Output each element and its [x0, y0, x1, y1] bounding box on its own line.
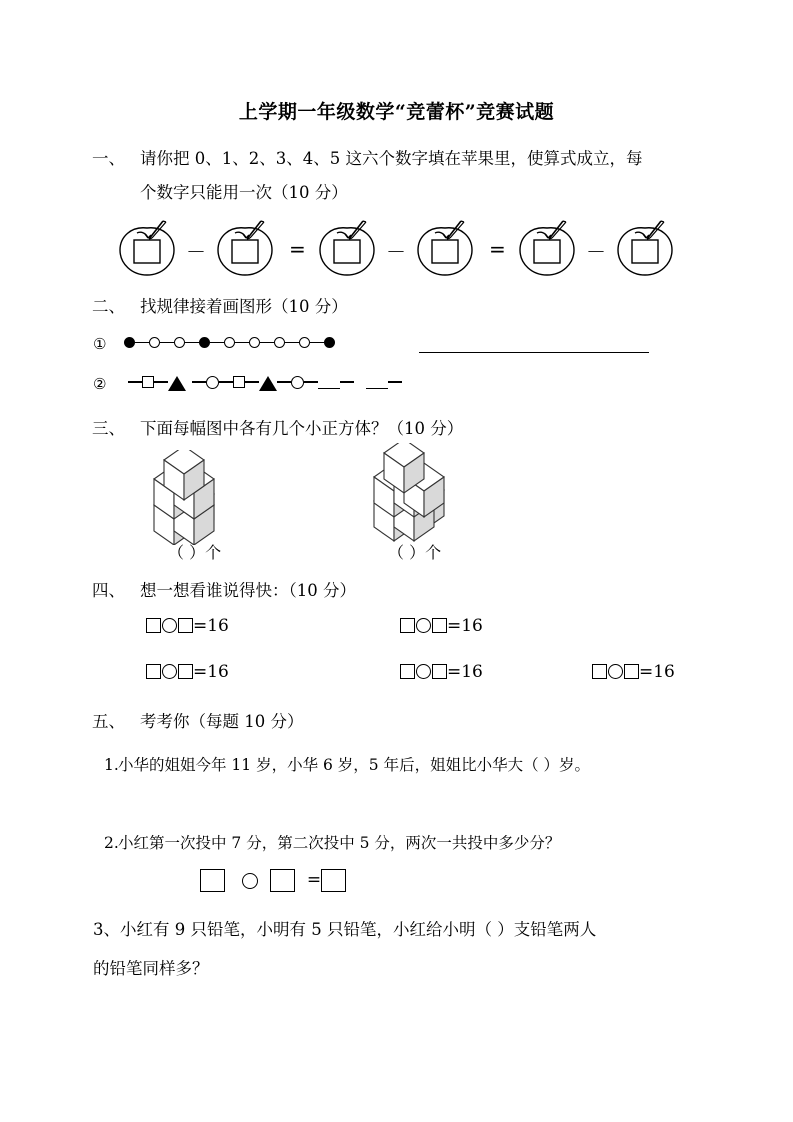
problem-2-text: 小红第一次投中 7 分，第二次投中 5 分，两次一共投中多少分？ — [118, 834, 561, 852]
apple-box-1[interactable] — [115, 217, 179, 279]
operator-minus-3: － — [586, 240, 606, 264]
section-1-marker: 一、 — [92, 149, 125, 168]
problem-1-text: 小华的姐姐今年 11 岁，小华 6 岁，5 年后，姐姐比小华大（ ）岁。 — [118, 756, 591, 774]
answer-equals-sign: = — [306, 870, 322, 890]
pattern-dash — [340, 381, 354, 383]
equation-square-right[interactable] — [432, 618, 447, 633]
pattern-dot-open — [174, 337, 185, 348]
pattern-dash — [304, 381, 318, 383]
equation-circle-op[interactable] — [608, 664, 623, 679]
pattern-link — [135, 342, 149, 344]
pattern-dot-filled — [124, 337, 135, 348]
equation-result: =16 — [193, 616, 229, 636]
problem-2-answer-row[interactable] — [200, 869, 346, 892]
pattern-dot-open — [274, 337, 285, 348]
pattern-dot-filled — [324, 337, 335, 348]
equation-result: =16 — [447, 616, 483, 636]
answer-square-result[interactable] — [321, 869, 346, 892]
section-3-marker: 三、 — [92, 419, 125, 438]
equation-circle-op[interactable] — [416, 664, 431, 679]
page-title: 上学期一年级数学“竞蕾杯”竞赛试题 — [238, 101, 555, 123]
equation-5[interactable] — [592, 661, 675, 683]
pattern-dash — [192, 381, 206, 383]
operator-equals-1: = — [289, 237, 306, 261]
equation-1[interactable] — [146, 615, 229, 637]
pattern-dash — [219, 381, 233, 383]
equation-square-right[interactable] — [178, 664, 193, 679]
equation-3[interactable] — [146, 661, 229, 683]
pattern-item-number-1: ① — [93, 335, 107, 353]
apple-box-3[interactable] — [315, 217, 379, 279]
section-1-line-2: 个数字只能用一次（10 分） — [140, 183, 348, 202]
equation-4[interactable] — [400, 661, 483, 683]
problem-3-line-1: 小红有 9 只铅笔，小明有 5 只铅笔，小红给小明（ ）支铅笔两人 — [120, 920, 597, 939]
pattern-dot-filled — [199, 337, 210, 348]
pattern-sequence-1 — [124, 332, 335, 358]
problem-2-number: 2. — [104, 834, 119, 852]
section-3-line-1: 下面每幅图中各有几个小正方体？（10 分） — [140, 419, 464, 438]
equation-square-left[interactable] — [146, 618, 161, 633]
pattern-square — [233, 376, 245, 388]
cube-figure-1 — [148, 450, 258, 549]
equation-result: =16 — [639, 662, 675, 682]
operator-equals-2: = — [489, 237, 506, 261]
pattern-circle — [291, 376, 304, 389]
answer-circle-op[interactable] — [242, 873, 258, 889]
section-4-line-1: 想一想看谁说得快：（10 分） — [140, 581, 356, 600]
section-5-marker: 五、 — [92, 712, 125, 731]
equation-result: =16 — [193, 662, 229, 682]
pattern-item-number-2: ② — [93, 375, 107, 393]
cube-figure-2-caption[interactable]: （ ）个 — [388, 543, 442, 562]
answer-square-2[interactable] — [270, 869, 295, 892]
pattern-dash — [128, 381, 142, 383]
section-2-line-1: 找规律接着画图形（10 分） — [140, 297, 348, 316]
section-1-line-1: 请你把 0、1、2、3、4、5 这六个数字填在苹果里，使算式成立，每 — [140, 149, 643, 168]
equation-circle-op[interactable] — [162, 618, 177, 633]
apple-expression — [115, 213, 685, 285]
equation-circle-op[interactable] — [162, 664, 177, 679]
apple-box-6[interactable] — [613, 217, 677, 279]
cube-figure-2 — [368, 443, 483, 547]
pattern-triangle — [259, 376, 277, 391]
pattern-link — [310, 342, 324, 344]
pattern-dash — [388, 381, 402, 383]
pattern-answer-rule-1[interactable] — [419, 352, 649, 353]
pattern-dash — [277, 381, 291, 383]
equation-circle-op[interactable] — [416, 618, 431, 633]
cube-figure-1-caption[interactable]: （ ）个 — [168, 543, 222, 562]
equation-square-right[interactable] — [432, 664, 447, 679]
pattern-dot-open — [299, 337, 310, 348]
pattern-link — [185, 342, 199, 344]
pattern-link — [285, 342, 299, 344]
apple-box-5[interactable] — [515, 217, 579, 279]
pattern-link — [260, 342, 274, 344]
equation-square-left[interactable] — [400, 618, 415, 633]
problem-1-number: 1. — [104, 756, 119, 774]
section-5-line-1: 考考你（每题 10 分） — [140, 712, 304, 731]
problem-3-number: 3、 — [93, 920, 120, 939]
pattern-link — [210, 342, 224, 344]
pattern-link — [235, 342, 249, 344]
pattern-dot-open — [224, 337, 235, 348]
pattern-link — [160, 342, 174, 344]
pattern-dot-open — [249, 337, 260, 348]
pattern-triangle — [168, 376, 186, 391]
pattern-dash — [245, 381, 259, 383]
equation-2[interactable] — [400, 615, 483, 637]
pattern-dot-open — [149, 337, 160, 348]
pattern-sequence-2 — [128, 372, 402, 398]
pattern-blank[interactable] — [318, 375, 340, 389]
section-4-marker: 四、 — [92, 581, 125, 600]
pattern-dash — [154, 381, 168, 383]
answer-square-1[interactable] — [200, 869, 225, 892]
equation-square-right[interactable] — [178, 618, 193, 633]
apple-box-4[interactable] — [413, 217, 477, 279]
equation-square-right[interactable] — [624, 664, 639, 679]
operator-minus-1: － — [186, 240, 206, 264]
equation-result: =16 — [447, 662, 483, 682]
apple-box-2[interactable] — [213, 217, 277, 279]
pattern-blank[interactable] — [366, 375, 388, 389]
pattern-circle — [206, 376, 219, 389]
pattern-square — [142, 376, 154, 388]
equation-square-left[interactable] — [400, 664, 415, 679]
equation-square-left[interactable] — [592, 664, 607, 679]
problem-3-line-2: 的铅笔同样多？ — [93, 959, 209, 978]
equation-square-left[interactable] — [146, 664, 161, 679]
section-2-marker: 二、 — [92, 297, 125, 316]
operator-minus-2: － — [386, 240, 406, 264]
